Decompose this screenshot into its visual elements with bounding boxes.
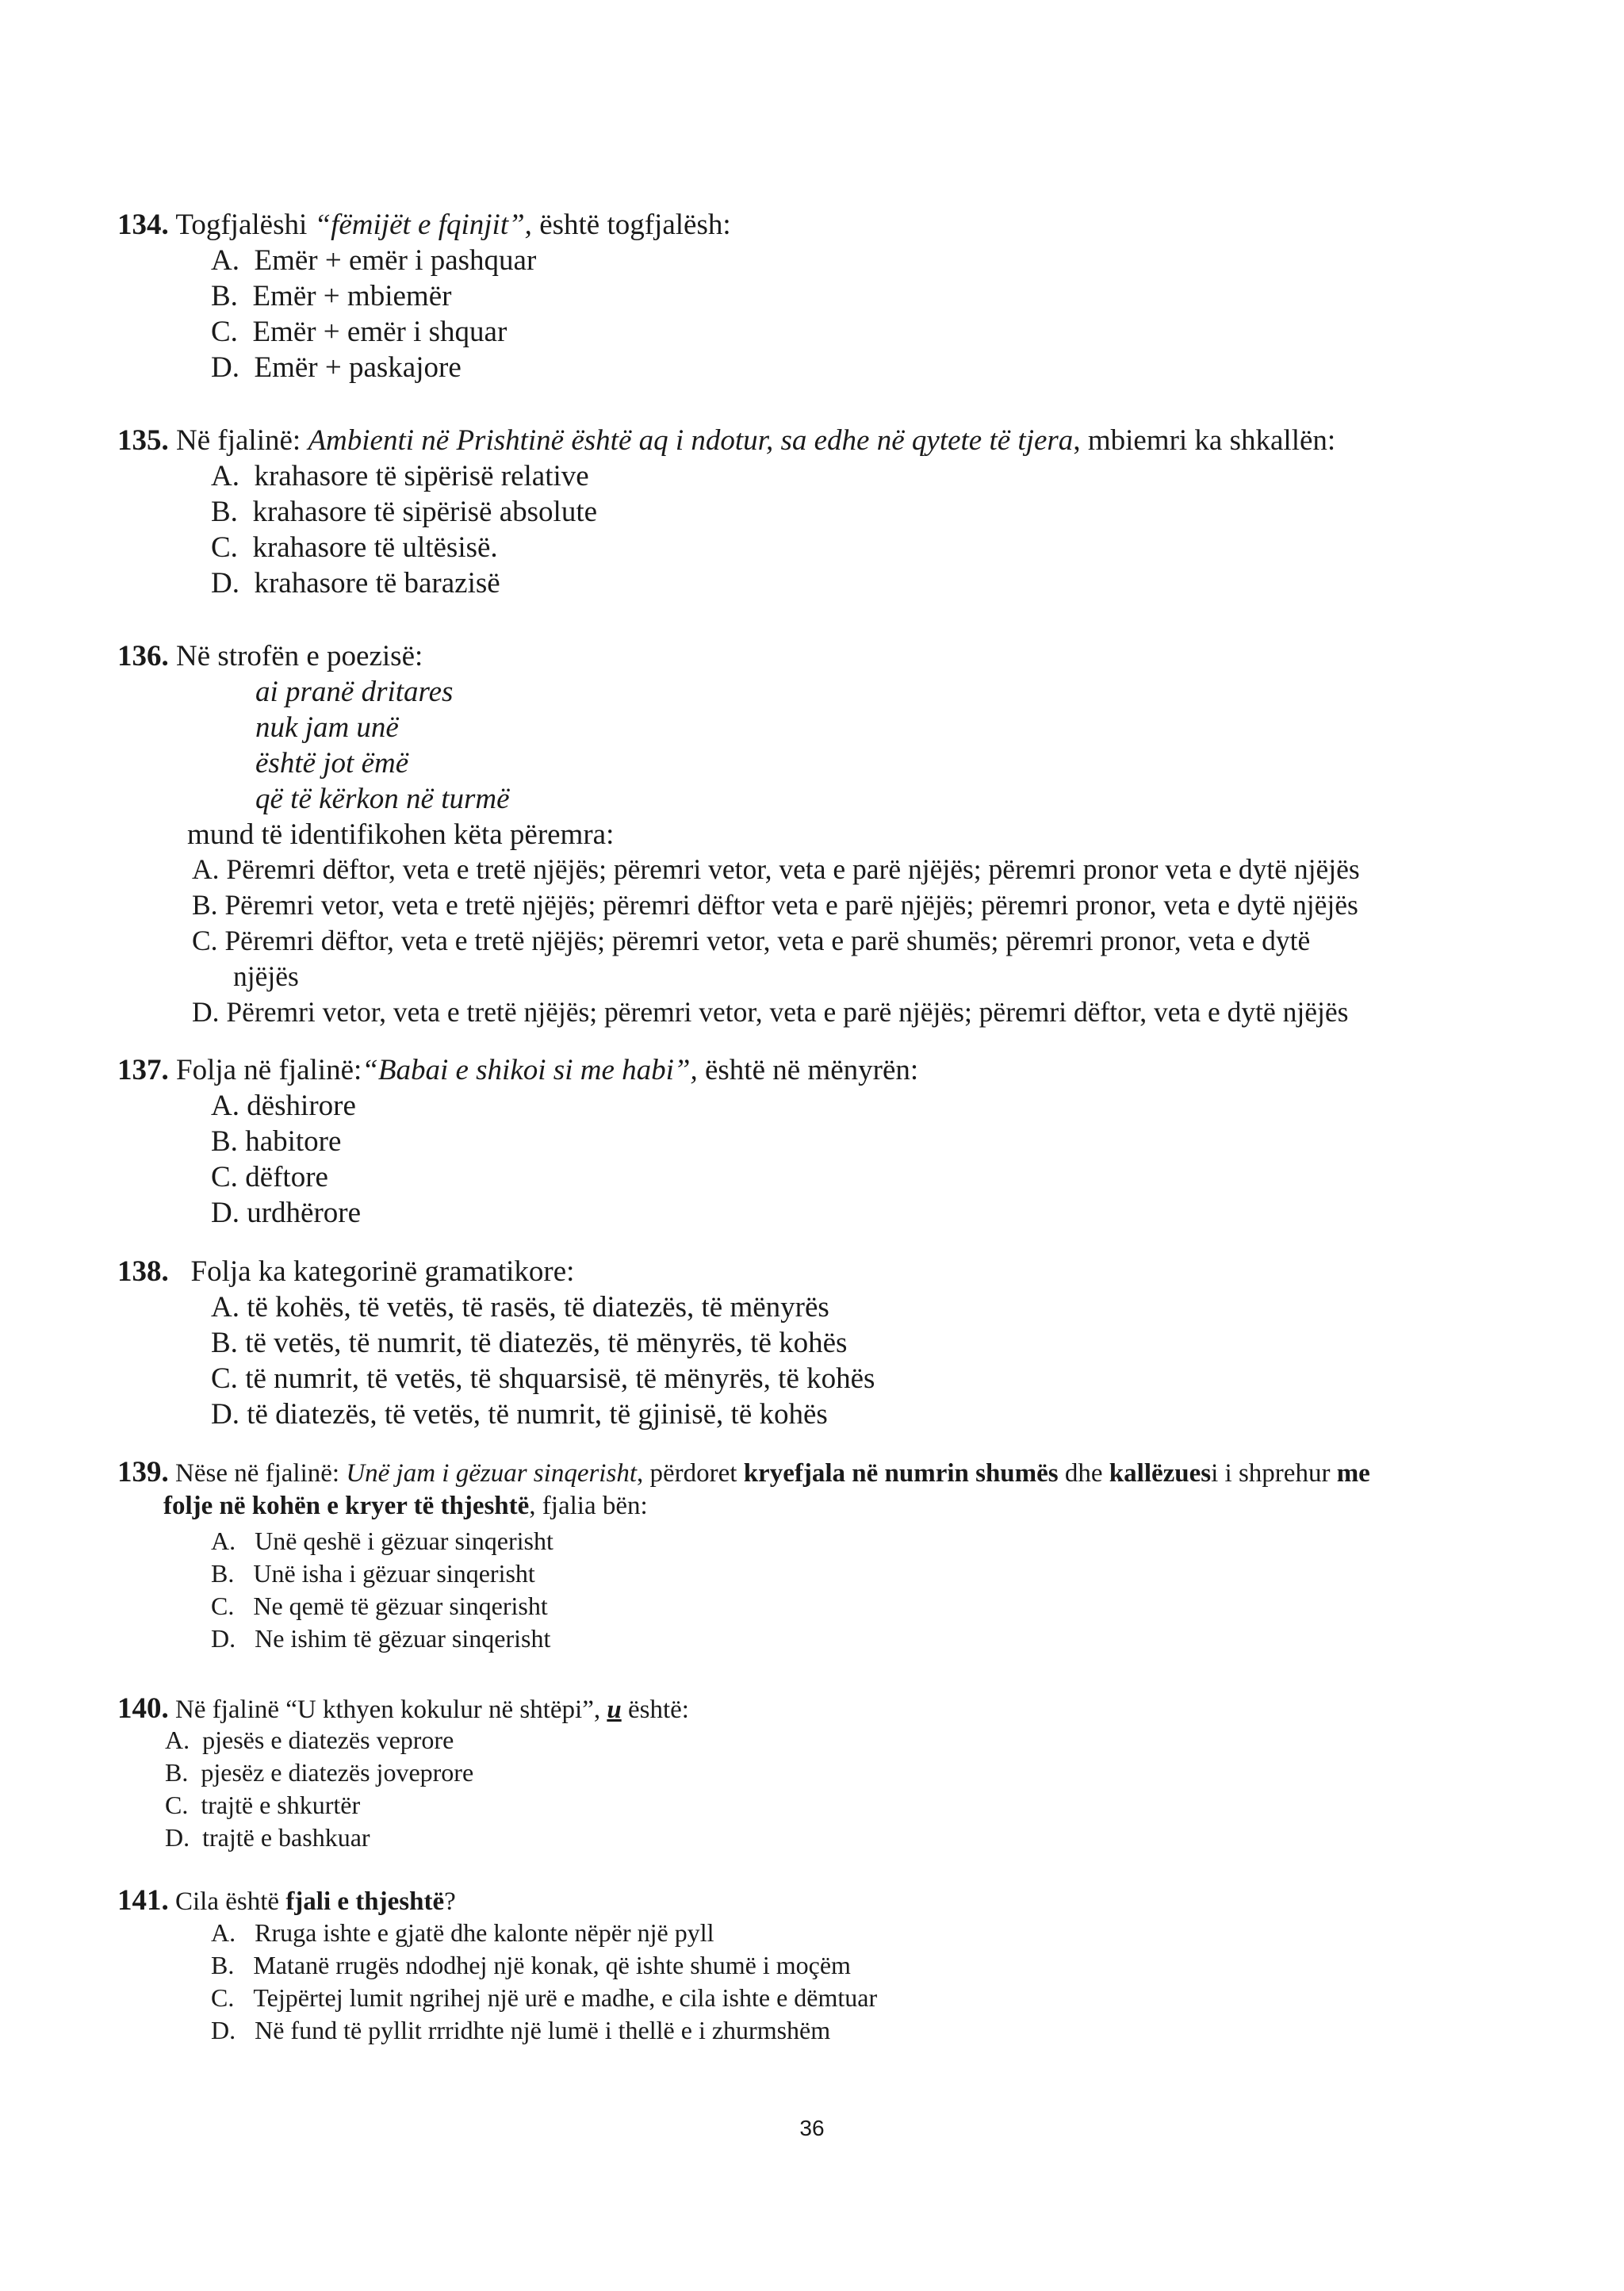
option-b[interactable]: B. Përemri vetor, veta e tretë njëjës; përemri dëftor veta e parë njëjës; përemri pronor, veta e dytë njëjës	[192, 889, 1358, 921]
stem-text: , mbiemri ka shkallën:	[1073, 424, 1336, 457]
poem-line: nuk jam unë	[255, 711, 399, 744]
option-d[interactable]: D. Ne ishim të gëzuar sinqerisht	[211, 1624, 551, 1653]
option-c[interactable]: C. dëftore	[211, 1161, 328, 1193]
stem-text: Folja në fjalinë:	[176, 1054, 362, 1086]
stem-bold: me	[1336, 1459, 1370, 1488]
question-stem	[117, 1886, 456, 1915]
question-number: 134.	[117, 209, 169, 241]
question-stem	[117, 1694, 689, 1723]
option-a[interactable]: A. të kohës, të vetës, të rasës, të diatezës, të mënyrës	[211, 1291, 829, 1324]
question-number: 139.	[117, 1456, 169, 1488]
lead-text: mund të identifikohen këta përemra:	[187, 818, 615, 851]
option-c[interactable]: C. Tejpërtej lumit ngrihej një urë e madhe, e cila ishte e dëmtuar	[211, 1983, 878, 2012]
option-c[interactable]: C. të numrit, të vetës, të shquarsisë, të mënyrës, të kohës	[211, 1362, 875, 1395]
stem-italic: “fëmijët e fqinjit”,	[314, 209, 532, 241]
stem-bold: folje në kohën e kryer të thjeshtë	[163, 1492, 530, 1520]
stem-italic: Ambienti në Prishtinë është aq i ndotur, sa edhe në qytete të tjera	[308, 424, 1074, 457]
question-stem	[117, 210, 731, 239]
poem-line: është jot ëmë	[255, 747, 409, 780]
question-number: 136.	[117, 640, 169, 672]
option-a[interactable]: A. krahasore të sipërisë relative	[211, 460, 589, 492]
option-b[interactable]: B. Emër + mbiemër	[211, 280, 452, 312]
question-stem	[117, 1458, 1370, 1487]
question-stem-continued	[163, 1493, 648, 1519]
page-number: 36	[799, 2116, 825, 2140]
stem-text: është:	[621, 1695, 689, 1724]
stem-text: i i shprehur	[1211, 1459, 1337, 1488]
stem-text: Nëse në fjalinë:	[175, 1459, 347, 1488]
stem-text: Në fjalinë:	[176, 424, 308, 457]
stem-text: është në mënyrën:	[697, 1054, 919, 1086]
stem-text: , përdoret	[637, 1459, 744, 1488]
option-a[interactable]: A. dëshirore	[211, 1090, 356, 1122]
stem-text: është togfjalësh:	[531, 209, 731, 241]
option-d[interactable]: D. trajtë e bashkuar	[165, 1823, 370, 1852]
option-c-continued: njëjës	[233, 960, 299, 992]
option-b[interactable]: B. pjesëz e diatezës joveprore	[165, 1758, 474, 1787]
option-d[interactable]: D. të diatezës, të vetës, të numrit, të gjinisë, të kohës	[211, 1398, 828, 1431]
option-c[interactable]: C. Përemri dëftor, veta e tretë njëjës; përemri vetor, veta e parë shumës; përemri pronor, veta e dytë	[192, 925, 1311, 956]
question-stem	[117, 1257, 574, 1286]
question-stem	[117, 426, 1335, 455]
stem-text: Në strofën e poezisë:	[176, 640, 423, 672]
stem-italic: “Babai e shikoi si me habi”,	[362, 1054, 698, 1086]
stem-text: Togfjalëshi	[175, 209, 315, 241]
option-b[interactable]: B. të vetës, të numrit, të diatezës, të mënyrës, të kohës	[211, 1327, 848, 1359]
question-stem	[117, 642, 423, 671]
option-a[interactable]: A. Emër + emër i pashquar	[211, 244, 537, 277]
poem-line: që të kërkon në turmë	[255, 783, 510, 815]
option-d[interactable]: D. krahasore të barazisë	[211, 567, 500, 600]
option-c[interactable]: C. Ne qemë të gëzuar sinqerisht	[211, 1592, 548, 1620]
stem-bold: fjali e thjeshtë	[285, 1887, 445, 1916]
question-number: 140.	[117, 1692, 169, 1725]
option-d[interactable]: D. Përemri vetor, veta e tretë njëjës; përemri vetor, veta e parë njëjës; përemri dëftor, veta e dytë njëjës	[192, 996, 1349, 1028]
stem-text: Në fjalinë “U kthyen kokulur në shtëpi”,	[175, 1695, 607, 1724]
option-b[interactable]: B. krahasore të sipërisë absolute	[211, 496, 598, 528]
option-b[interactable]: B. habitore	[211, 1125, 342, 1158]
option-d[interactable]: D. urdhërore	[211, 1197, 362, 1229]
question-number: 137.	[117, 1054, 169, 1086]
option-c[interactable]: C. trajtë e shkurtër	[165, 1791, 361, 1819]
option-b[interactable]: B. Matanë rrugës ndodhej një konak, që ishte shumë i moçëm	[211, 1951, 851, 1979]
option-d[interactable]: D. Emër + paskajore	[211, 351, 462, 384]
option-b[interactable]: B. Unë isha i gëzuar sinqerisht	[211, 1559, 535, 1588]
option-c[interactable]: C. krahasore të ultësisë.	[211, 531, 498, 564]
stem-text: dhe	[1058, 1459, 1109, 1488]
stem-bold-underline: u	[607, 1695, 622, 1724]
option-d[interactable]: D. Në fund të pyllit rrridhte një lumë i thellë e i zhurmshëm	[211, 2016, 831, 2044]
stem-text: , fjalia bën:	[529, 1492, 648, 1520]
option-a[interactable]: A. Rruga ishte e gjatë dhe kalonte nëpër një pyll	[211, 1918, 714, 1947]
stem-text: Folja ka kategorinë gramatikore:	[190, 1255, 575, 1288]
question-number: 141.	[117, 1884, 169, 1917]
stem-italic: Unë jam i gëzuar sinqerisht	[346, 1459, 637, 1488]
question-number: 135.	[117, 424, 169, 457]
poem-line: ai pranë dritares	[255, 676, 454, 708]
question-stem	[117, 1055, 918, 1085]
question-number: 138.	[117, 1255, 169, 1288]
option-a[interactable]: A. pjesës e diatezës veprore	[165, 1726, 454, 1754]
option-c[interactable]: C. Emër + emër i shquar	[211, 316, 508, 348]
stem-text: ?	[444, 1887, 456, 1916]
option-a[interactable]: A. Përemri dëftor, veta e tretë njëjës; përemri vetor, veta e parë njëjës; përemri pronor veta e dytë njëjës	[192, 853, 1360, 885]
stem-text: Cila është	[175, 1887, 286, 1916]
option-a[interactable]: A. Unë qeshë i gëzuar sinqerisht	[211, 1527, 553, 1555]
stem-bold: kryefjala në numrin shumës	[743, 1459, 1059, 1488]
stem-bold: kallëzues	[1109, 1459, 1212, 1488]
